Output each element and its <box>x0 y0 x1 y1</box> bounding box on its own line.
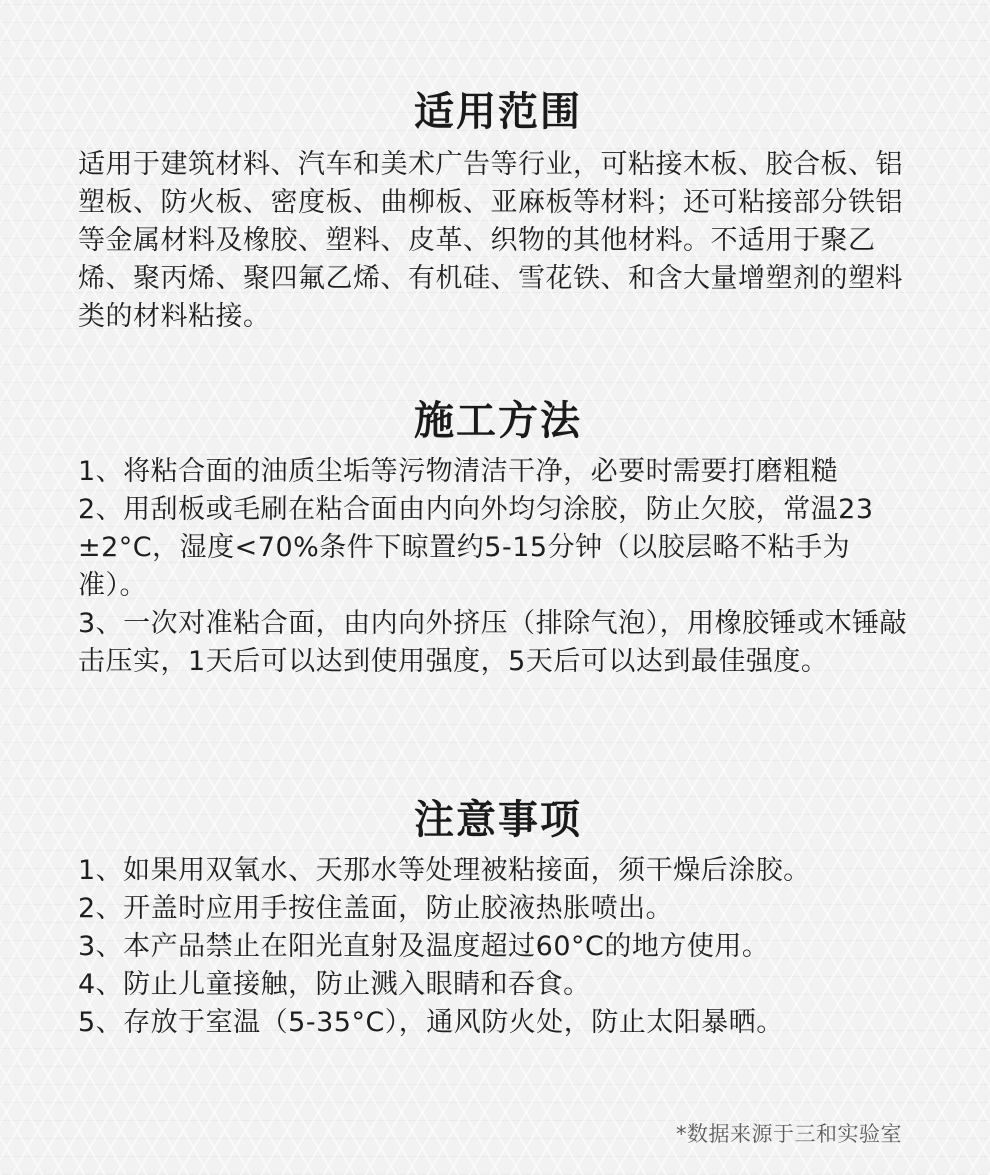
method-steps <box>78 453 918 681</box>
method-section <box>78 393 918 681</box>
note-item-5: 5、存放于室温（5-35°C），通风防火处，防止太阳暴晒。 <box>78 1007 784 1038</box>
note-item-3: 3、本产品禁止在阳光直射及温度超过60°C的地方使用。 <box>78 931 770 962</box>
data-source-footnote: *数据来源于三和实验室 <box>676 1122 902 1146</box>
method-step-3: 3、一次对准粘合面，由内向外挤压（排除气泡），用橡胶锤或木锤敲击压实，1天后可以达到使用强度，5天后可以达到最佳强度。 <box>78 608 908 677</box>
usage-section <box>78 84 918 336</box>
notes-heading: 注意事项 <box>414 797 582 843</box>
note-item-1: 1、如果用双氧水、天那水等处理被粘接面，须干燥后涂胶。 <box>78 855 811 886</box>
method-step-1: 1、将粘合面的油质尘垢等污物清洁干净，必要时需要打磨粗糙 <box>78 456 839 487</box>
usage-heading: 适用范围 <box>414 89 582 135</box>
notes-section <box>78 792 918 1042</box>
notes-list <box>78 852 918 1042</box>
method-step-2: 2、用刮板或毛刷在粘合面由内向外均匀涂胶，防止欠胶，常温23±2°C，湿度<70%条件下晾置约5-15分钟（以胶层略不粘手为准）。 <box>78 494 874 601</box>
method-heading: 施工方法 <box>414 398 582 444</box>
usage-text: 适用于建筑材料、汽车和美术广告等行业，可粘接木板、胶合板、铝塑板、防火板、密度板、曲柳板、亚麻板等材料；还可粘接部分铁铝等金属材料及橡胶、塑料、皮革、织物的其他材料。不适用于聚乙烯、聚丙烯、聚四氟乙烯、有机硅、雪花铁、和含大量增塑剂的塑料类的材料粘接。 <box>78 149 903 332</box>
note-item-2: 2、开盖时应用手按住盖面，防止胶液热胀喷出。 <box>78 893 674 924</box>
note-item-4: 4、防止儿童接触，防止溅入眼睛和吞食。 <box>78 969 591 1000</box>
